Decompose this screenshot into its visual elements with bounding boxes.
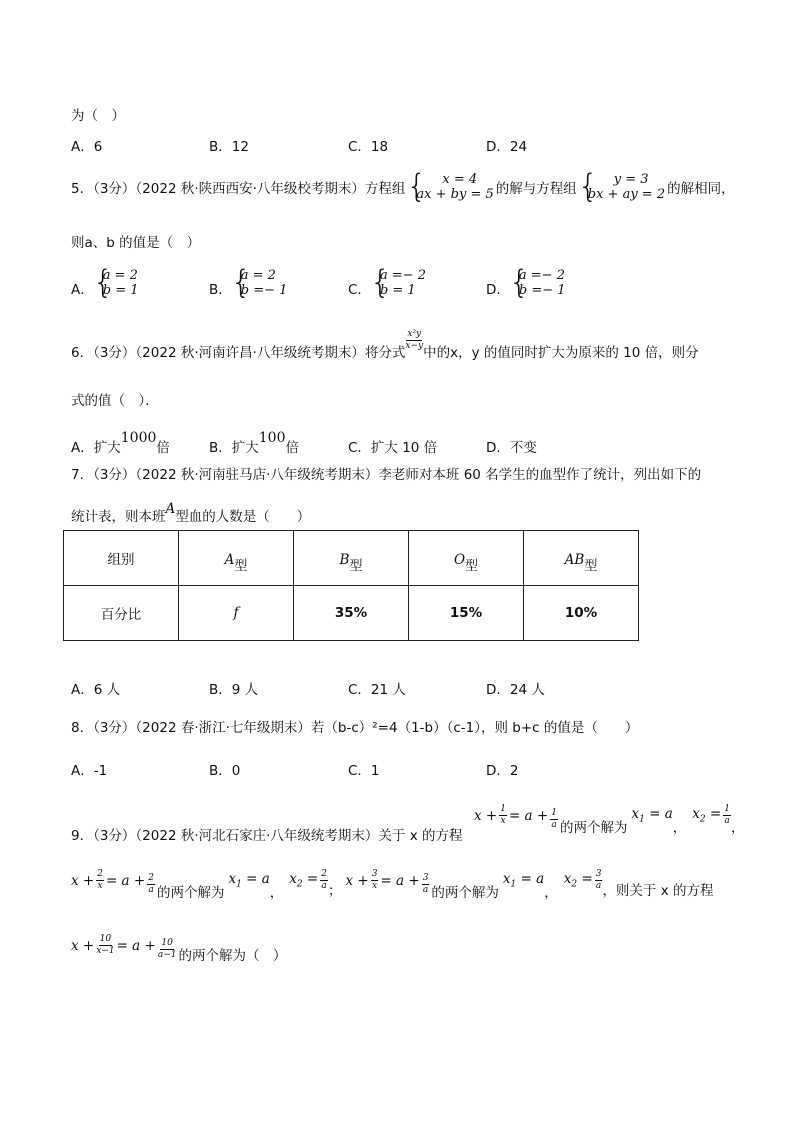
q8-option-b[interactable]: B．0 (209, 763, 241, 779)
q5-option-d-label: D． (486, 282, 510, 298)
q6-fraction (405, 330, 423, 351)
q5-end-text: 的解相同， (667, 181, 735, 197)
table-cell-a-letter: A (224, 551, 235, 568)
q9-eq1-sol-text: 的两个解为 (559, 819, 628, 836)
q5-option-d-l1: { a =− 2 (518, 268, 565, 283)
q8-stem: 8．（3分）（2022 春·浙江·七年级期末）若（b-c）²=4（1-b）（c-1），则 b+c 的值是（ ） (71, 720, 639, 736)
table-cell-o-suffix: 型 (465, 558, 479, 574)
q6-option-a[interactable] (71, 430, 170, 456)
table-row-percent (64, 586, 639, 641)
table-cell: 百分比 (64, 586, 179, 641)
q5-option-b-l2: b =− 1 (240, 283, 288, 298)
q5-option-a[interactable] (71, 268, 139, 298)
q4-option-b[interactable]: B．12 (209, 139, 249, 155)
q5-option-b[interactable] (209, 268, 287, 298)
q5-option-c[interactable] (348, 268, 426, 298)
table-cell-ab (524, 531, 639, 586)
q5-option-c-l2: b = 1 (379, 283, 416, 298)
table-row-header (64, 531, 639, 586)
q5-mid-text: 的解与方程组 (495, 181, 577, 197)
q5-sys2-line2: bx + ay = 2 (587, 187, 666, 202)
q5-stem (71, 172, 735, 202)
q5-option-c-label: C． (348, 282, 371, 298)
q7-option-b[interactable]: B．9 人 (209, 682, 259, 698)
q9-eq3-sol-text: 的两个解为 (431, 884, 499, 901)
q7-line2-a: 统计表，则本班 (71, 509, 166, 525)
q6-stem-end: 中的x，y 的值同时扩大为原来的 10 倍，则分 (423, 345, 699, 361)
q5-option-d-l2: b =− 1 (518, 283, 566, 298)
q5-option-c-system (371, 268, 426, 298)
q8-option-d[interactable]: D．2 (486, 763, 519, 779)
q5-option-a-l1: { a = 2 (102, 268, 138, 283)
q6-option-a-tail: 倍 (156, 440, 170, 456)
q6-stem-text: 6．（3分）（2022 秋·河南许昌·八年级统考期末）将分式 (71, 345, 406, 361)
q5-sys1-line1: { x = 4 (442, 172, 478, 187)
q5-line2: 则a、b 的值是（ ） (71, 235, 201, 251)
q5-option-d-system (510, 268, 566, 298)
table-cell-b (294, 531, 409, 586)
table-cell: 15% (409, 586, 524, 641)
table-cell-ab-suffix: 型 (584, 558, 598, 574)
q7-stem: 7．（3分）（2022 秋·河南驻马店·八年级统考期末）李老师对本班 60 名学生的血型作了统计，列出如下的 (71, 467, 702, 483)
q6-frac-num: x²y (407, 329, 422, 339)
blood-type-table (63, 530, 639, 641)
table-cell-o (409, 531, 524, 586)
q9-line2: x + $\frac{2}{x}$ = a + $\frac{2}{a}$ 的两个解为 $x_1 = a$ ， $x_2$ = $\frac{2}{a}$ ； x + $\frac{3}{x}$ = a + $\frac{3}{a}$ 的两个解为 $x_1 = a$ ， $x_2$ = $\frac{3}{a}$ ，则关于 x 的方程 (71, 869, 714, 901)
q6-option-b[interactable] (209, 430, 299, 456)
q5-option-d[interactable] (486, 268, 566, 298)
q6-option-b-sup: 100 (258, 430, 286, 446)
q6-option-c[interactable]: C．扩大 10 倍 (348, 440, 438, 456)
q6-option-b-label: B．扩大 (209, 440, 259, 456)
q7-option-d[interactable]: D．24 人 (486, 682, 545, 698)
q5-option-a-system (94, 268, 139, 298)
q6-option-d[interactable]: D．不变 (486, 440, 537, 456)
table-cell-b-suffix: 型 (349, 558, 363, 574)
q7-line2-sup: A (165, 501, 176, 517)
q7-line2 (71, 501, 311, 525)
q6-option-b-tail: 倍 (285, 440, 299, 456)
q8-option-a[interactable]: A．-1 (71, 763, 108, 779)
q7-option-c[interactable]: C．21 人 (348, 682, 406, 698)
q6-line2: 式的值（ ）． (71, 393, 159, 409)
q8-option-c[interactable]: C．1 (348, 763, 380, 779)
q9-line3: x + $\frac{10}{x-1}$ = a + $\frac{10}{a-1}$ 的两个解为（ ） (71, 934, 287, 964)
table-cell-ab-letter: AB (564, 551, 585, 568)
table-cell-a-suffix: 型 (234, 558, 248, 574)
table-cell: 10% (524, 586, 639, 641)
q7-option-a[interactable]: A．6 人 (71, 682, 121, 698)
q9-eq1: x + $\frac{1}{x}$ = a + $\frac{1}{a}$ 的两个解为 $x_1 = a$ ， $x_2$ = $\frac{1}{a}$ ， (474, 804, 745, 836)
q5-option-b-label: B． (209, 282, 232, 298)
q5-option-c-l1: { a =− 2 (379, 268, 427, 283)
q4-option-c[interactable]: C．18 (348, 139, 389, 155)
table-cell: 组别 (64, 531, 179, 586)
q9-then-text: ，则关于 x 的方程 (602, 882, 714, 899)
table-cell: f (179, 586, 294, 641)
table-cell-a (179, 531, 294, 586)
q5-option-a-l2: b = 1 (102, 283, 139, 298)
table-cell-o-letter: O (453, 551, 466, 568)
q4-option-d[interactable]: D．24 (486, 139, 528, 155)
q9-stem: 9．（3分）（2022 秋·河北石家庄·八年级统考期末）关于 x 的方程 (71, 828, 463, 844)
q5-option-a-label: A． (71, 282, 94, 298)
q6-option-a-sup: 1000 (120, 430, 157, 446)
q5-option-b-system (232, 268, 288, 298)
q5-option-b-l1: { a = 2 (240, 268, 276, 283)
q5-sys1-line2: ax + by = 5 (416, 187, 494, 202)
q6-frac-den: x−y (405, 341, 424, 351)
q9-final-tail: 的两个解为（ ） (178, 947, 287, 964)
q5-stem-text: 5．（3分）（2022 秋·陕西西安·八年级校考期末）方程组 (71, 181, 406, 197)
table-cell: 35% (294, 586, 409, 641)
q9-eq2-sol-text: 的两个解为 (156, 884, 225, 901)
q5-system-1 (407, 172, 493, 202)
q6-stem (71, 329, 699, 361)
q6-option-a-label: A．扩大 (71, 440, 121, 456)
table-cell-b-letter: B (339, 551, 350, 568)
q5-system-2 (579, 172, 665, 202)
q4-option-a[interactable]: A．6 (71, 139, 103, 155)
q4-tail: 为（ ） (71, 108, 125, 124)
q7-line2-b: 型血的人数是（ ） (175, 509, 311, 525)
q5-sys2-line1: { y = 3 (613, 172, 649, 187)
